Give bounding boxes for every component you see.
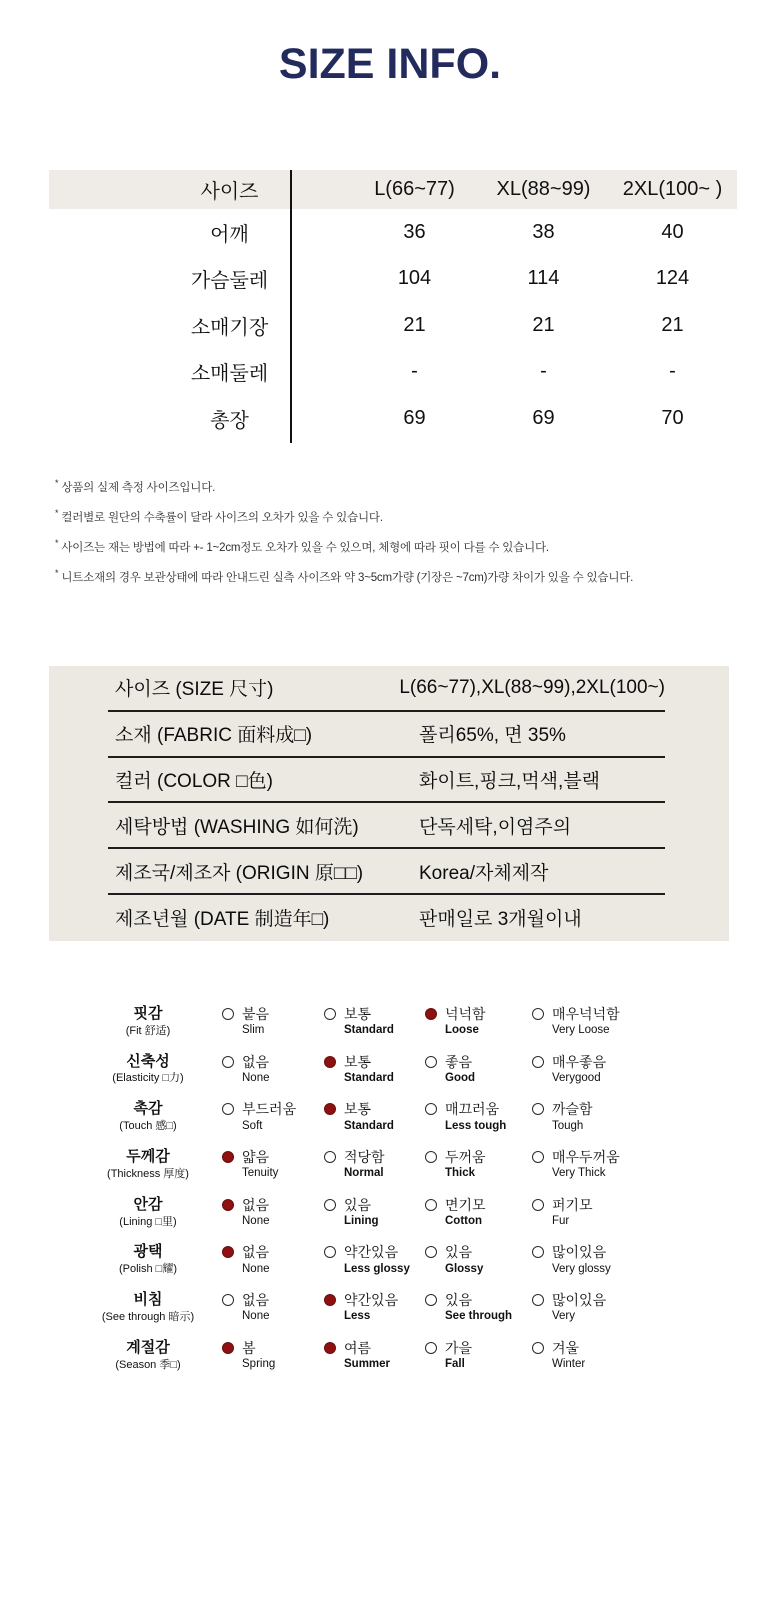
option-kr: 여름: [344, 1339, 372, 1356]
attribute-name: 광택: [133, 1243, 163, 1261]
attribute-subname: (Season 季□): [115, 1358, 181, 1371]
cell-value: -: [540, 360, 547, 383]
option-en: Spring: [242, 1358, 276, 1370]
row-label: 어깨: [210, 223, 249, 246]
option-en: Very Thick: [552, 1167, 606, 1180]
option-en: Winter: [552, 1358, 586, 1370]
size-notes: [55, 478, 633, 598]
option-kr: 매끄러움: [445, 1101, 500, 1118]
attr-option: [324, 1339, 425, 1372]
option-en: Very Loose: [552, 1024, 610, 1037]
fabric-row-material: [108, 712, 665, 758]
option-en: See through: [445, 1310, 513, 1323]
option-kr: 있음: [445, 1244, 473, 1261]
radio-icon: [532, 1056, 544, 1068]
option-kr: 보통: [344, 1101, 372, 1118]
option-en: Very: [552, 1310, 576, 1323]
attribute-subname: (Elasticity □力): [112, 1072, 184, 1085]
option-kr: 넉넉함: [445, 1006, 486, 1022]
table-row-total-length: [49, 395, 737, 442]
size-table: [49, 170, 737, 442]
cell-value: 40: [661, 220, 684, 243]
option-en: Good: [445, 1071, 476, 1084]
option-kr: 까슬함: [552, 1101, 593, 1118]
attr-option: [324, 1196, 425, 1229]
option-en: None: [242, 1214, 270, 1227]
option-kr: 약간있음: [344, 1292, 399, 1309]
option-en: Less tough: [445, 1119, 507, 1132]
option-en: Less glossy: [344, 1262, 410, 1275]
option-kr: 보통: [344, 1053, 372, 1070]
fabric-value: L(66~77),XL(88~99),2XL(100~): [399, 676, 665, 698]
row-label: 소매기장: [190, 316, 269, 339]
radio-icon: [532, 1103, 544, 1115]
option-en: Less: [344, 1310, 371, 1323]
radio-icon: [532, 1199, 544, 1211]
option-kr: 두꺼움: [445, 1149, 486, 1166]
note-text: 사이즈는 재는 방법에 따라 +- 1~2cm정도 오차가 있을 수 있으며, 체형에 따라 핏이 다를 수 있습니다.: [61, 541, 549, 554]
radio-icon: [222, 1103, 234, 1115]
radio-icon: [222, 1246, 234, 1258]
attr-option: [222, 1005, 324, 1038]
attr-option: [532, 1100, 780, 1133]
option-en: Glossy: [445, 1262, 484, 1275]
asterisk-marker: *: [55, 538, 59, 548]
note-line: [55, 568, 633, 598]
cell-value: -: [669, 360, 676, 383]
attribute-label: [74, 1005, 222, 1038]
attr-option: [425, 1053, 532, 1086]
radio-icon: [324, 1151, 336, 1163]
fabric-label: 제조국/제조자 (ORIGIN 原□□): [115, 862, 364, 884]
radio-icon: [532, 1246, 544, 1258]
cell-value: 69: [403, 406, 426, 429]
table-row-sleeve-length: [49, 302, 737, 349]
radio-icon: [425, 1008, 437, 1020]
attr-option: [532, 1005, 780, 1038]
cell-value: 114: [527, 267, 560, 290]
radio-icon: [222, 1151, 234, 1163]
cell-value: 70: [661, 406, 684, 429]
option-kr: 없음: [242, 1196, 270, 1213]
cell-value: 21: [532, 313, 555, 336]
radio-icon: [532, 1294, 544, 1306]
option-en: None: [242, 1310, 270, 1323]
fabric-value: Korea/자체제작: [419, 862, 549, 884]
attribute-label: [74, 1100, 222, 1133]
radio-icon: [222, 1056, 234, 1068]
option-kr: 없음: [242, 1053, 270, 1070]
option-en: Loose: [445, 1024, 479, 1037]
size-column-xl: XL(88~99): [496, 178, 591, 200]
attr-option: [425, 1100, 532, 1133]
attr-option: [324, 1100, 425, 1133]
fabric-row-washing: [108, 803, 665, 849]
radio-icon: [425, 1294, 437, 1306]
option-kr: 매우두꺼움: [552, 1149, 620, 1166]
fabric-label: 세탁방법 (WASHING 如何洗): [115, 816, 359, 838]
attribute-subname: (Lining □里): [119, 1215, 177, 1228]
attr-option: [324, 1053, 425, 1086]
radio-icon: [222, 1342, 234, 1354]
option-kr: 봄: [242, 1339, 256, 1356]
option-kr: 퍼기모: [552, 1196, 593, 1213]
fabric-value: 화이트,핑크,먹색,블랙: [419, 770, 601, 792]
attr-option: [532, 1053, 780, 1086]
option-en: Standard: [344, 1071, 394, 1084]
option-kr: 많이있음: [552, 1244, 607, 1261]
attribute-subname: (See through 暗示): [101, 1310, 195, 1323]
option-en: Standard: [344, 1119, 394, 1132]
page-title: SIZE INFO.: [278, 40, 502, 88]
attribute-row-lining: [0, 1196, 780, 1244]
row-label: 총장: [210, 409, 249, 432]
row-label: 가슴둘레: [190, 270, 269, 293]
fabric-row-origin: [108, 849, 665, 895]
attr-option: [222, 1291, 324, 1324]
attribute-subname: (Fit 舒适): [125, 1024, 171, 1037]
option-kr: 없음: [242, 1244, 270, 1261]
radio-icon: [324, 1294, 336, 1306]
option-kr: 매우넉넉함: [552, 1006, 620, 1022]
attribute-label: [74, 1196, 222, 1229]
size-table-header: [49, 170, 737, 209]
attribute-label: [74, 1148, 222, 1181]
fabric-value: 판매일로 3개월이내: [419, 909, 582, 931]
attribute-label: [74, 1339, 222, 1372]
table-row-shoulder: [49, 209, 737, 256]
attribute-row-seethrough: [0, 1291, 780, 1339]
attr-option: [222, 1196, 324, 1229]
attribute-row-polish: [0, 1243, 780, 1291]
fabric-row-size: [108, 666, 665, 712]
fabric-info-panel: [49, 666, 729, 941]
option-en: Standard: [344, 1024, 394, 1037]
option-kr: 겨울: [552, 1339, 580, 1356]
attribute-name: 촉감: [133, 1100, 163, 1118]
option-en: Tough: [552, 1119, 584, 1132]
attr-option: [222, 1339, 324, 1372]
cell-value: 38: [532, 220, 555, 243]
fabric-label: 소재 (FABRIC 面料成□): [115, 725, 313, 747]
option-en: None: [242, 1071, 270, 1084]
size-header-label: 사이즈: [200, 181, 259, 203]
option-kr: 없음: [242, 1292, 270, 1309]
option-en: Normal: [344, 1167, 384, 1180]
note-line: [55, 538, 633, 568]
fabric-row-date: [108, 895, 665, 941]
option-kr: 보통: [344, 1006, 372, 1022]
fabric-row-color: [108, 758, 665, 804]
attr-option: [324, 1243, 425, 1276]
radio-icon: [324, 1056, 336, 1068]
note-text: 컬러별로 원단의 수축률이 달라 사이즈의 오차가 있을 수 있습니다.: [61, 511, 383, 524]
radio-icon: [425, 1151, 437, 1163]
asterisk-marker: *: [55, 508, 59, 518]
option-kr: 약간있음: [344, 1244, 399, 1261]
attribute-name: 두께감: [126, 1148, 170, 1166]
fabric-value: 폴리65%, 면 35%: [419, 725, 566, 747]
option-en: Verygood: [552, 1071, 601, 1084]
fabric-label: 제조년월 (DATE 制造年□): [115, 909, 330, 931]
fabric-label: 사이즈 (SIZE 尺寸): [115, 679, 274, 701]
option-kr: 좋음: [445, 1053, 473, 1070]
cell-value: 69: [532, 406, 555, 429]
attribute-row-season: [0, 1339, 780, 1387]
attribute-row-elasticity: [0, 1053, 780, 1101]
option-kr: 많이있음: [552, 1292, 607, 1309]
radio-icon: [532, 1008, 544, 1020]
cell-value: 124: [655, 267, 690, 290]
size-column-l: L(66~77): [374, 178, 455, 200]
attribute-label: [74, 1053, 222, 1086]
attr-option: [222, 1148, 324, 1181]
option-en: Slim: [242, 1024, 265, 1037]
radio-icon: [324, 1199, 336, 1211]
attr-option: [222, 1100, 324, 1133]
row-label: 소매둘레: [190, 363, 269, 386]
fabric-label: 컬러 (COLOR □色): [115, 770, 273, 792]
radio-icon: [532, 1342, 544, 1354]
option-en: None: [242, 1262, 270, 1275]
attr-option: [532, 1291, 780, 1324]
radio-icon: [425, 1342, 437, 1354]
attr-option: [324, 1291, 425, 1324]
attr-option: [532, 1196, 780, 1229]
note-line: [55, 478, 633, 508]
fabric-value: 단독세탁,이염주의: [419, 816, 572, 838]
cell-value: 21: [403, 313, 426, 336]
radio-icon: [324, 1103, 336, 1115]
radio-icon: [222, 1294, 234, 1306]
attribute-name: 안감: [133, 1195, 163, 1213]
attribute-name: 신축성: [126, 1052, 170, 1070]
note-text: 상품의 실제 측정 사이즈입니다.: [61, 481, 216, 494]
option-en: Summer: [344, 1358, 391, 1370]
attr-option: [324, 1005, 425, 1038]
attr-option: [425, 1339, 532, 1372]
option-en: Very glossy: [552, 1262, 611, 1275]
radio-icon: [324, 1246, 336, 1258]
cell-value: 104: [397, 267, 432, 290]
option-kr: 부드러움: [242, 1101, 297, 1118]
attr-option: [532, 1243, 780, 1276]
radio-icon: [324, 1008, 336, 1020]
table-row-sleeve-girth: [49, 349, 737, 396]
option-en: Fall: [445, 1358, 465, 1370]
option-kr: 면기모: [445, 1196, 486, 1213]
table-divider-line: [290, 170, 292, 443]
attr-option: [324, 1148, 425, 1181]
radio-icon: [324, 1342, 336, 1354]
attr-option: [222, 1243, 324, 1276]
cell-value: 36: [403, 220, 426, 243]
note-text: 니트소재의 경우 보관상태에 따라 안내드린 실측 사이즈와 약 3~5cm가량 (기장은 ~7cm)가량 차이가 있을 수 있습니다.: [61, 571, 634, 584]
option-kr: 붙음: [242, 1006, 270, 1022]
option-en: Thick: [445, 1167, 476, 1180]
attribute-subname: (Polish □耀): [119, 1263, 177, 1276]
attribute-subname: (Thickness 厚度): [107, 1167, 189, 1180]
attribute-subname: (Touch 感□): [119, 1120, 177, 1133]
radio-icon: [425, 1246, 437, 1258]
attribute-row-thickness: [0, 1148, 780, 1196]
attribute-name: 핏감: [133, 1005, 163, 1022]
attribute-row-fit: [0, 1005, 780, 1053]
attribute-label: [74, 1243, 222, 1276]
option-kr: 있음: [445, 1292, 473, 1309]
attr-option: [532, 1148, 780, 1181]
option-en: Soft: [242, 1119, 263, 1132]
option-kr: 얇음: [242, 1149, 270, 1166]
attr-option: [532, 1339, 780, 1372]
asterisk-marker: *: [55, 478, 59, 488]
attribute-name: 계절감: [126, 1338, 170, 1356]
option-en: Cotton: [445, 1214, 483, 1227]
cell-value: 21: [661, 313, 684, 336]
radio-icon: [425, 1103, 437, 1115]
attr-option: [222, 1053, 324, 1086]
option-en: Lining: [344, 1214, 379, 1227]
cell-value: -: [411, 360, 418, 383]
option-kr: 있음: [344, 1196, 372, 1213]
attr-option: [425, 1243, 532, 1276]
radio-icon: [425, 1199, 437, 1211]
size-column-2xl: 2XL(100~ ): [622, 178, 723, 200]
radio-icon: [222, 1008, 234, 1020]
note-line: [55, 508, 633, 538]
attributes-section: [0, 1005, 780, 1387]
option-kr: 적당함: [344, 1149, 385, 1166]
radio-icon: [222, 1199, 234, 1211]
attr-option: [425, 1005, 532, 1038]
attr-option: [425, 1196, 532, 1229]
option-kr: 매우좋음: [552, 1053, 607, 1070]
radio-icon: [532, 1151, 544, 1163]
table-row-chest: [49, 256, 737, 303]
option-en: Fur: [552, 1214, 570, 1227]
attribute-row-touch: [0, 1100, 780, 1148]
asterisk-marker: *: [55, 568, 59, 578]
option-kr: 가을: [445, 1339, 473, 1356]
attr-option: [425, 1291, 532, 1324]
radio-icon: [425, 1056, 437, 1068]
option-en: Tenuity: [242, 1167, 279, 1180]
attribute-name: 비침: [133, 1291, 163, 1309]
attr-option: [425, 1148, 532, 1181]
attribute-label: [74, 1291, 222, 1324]
